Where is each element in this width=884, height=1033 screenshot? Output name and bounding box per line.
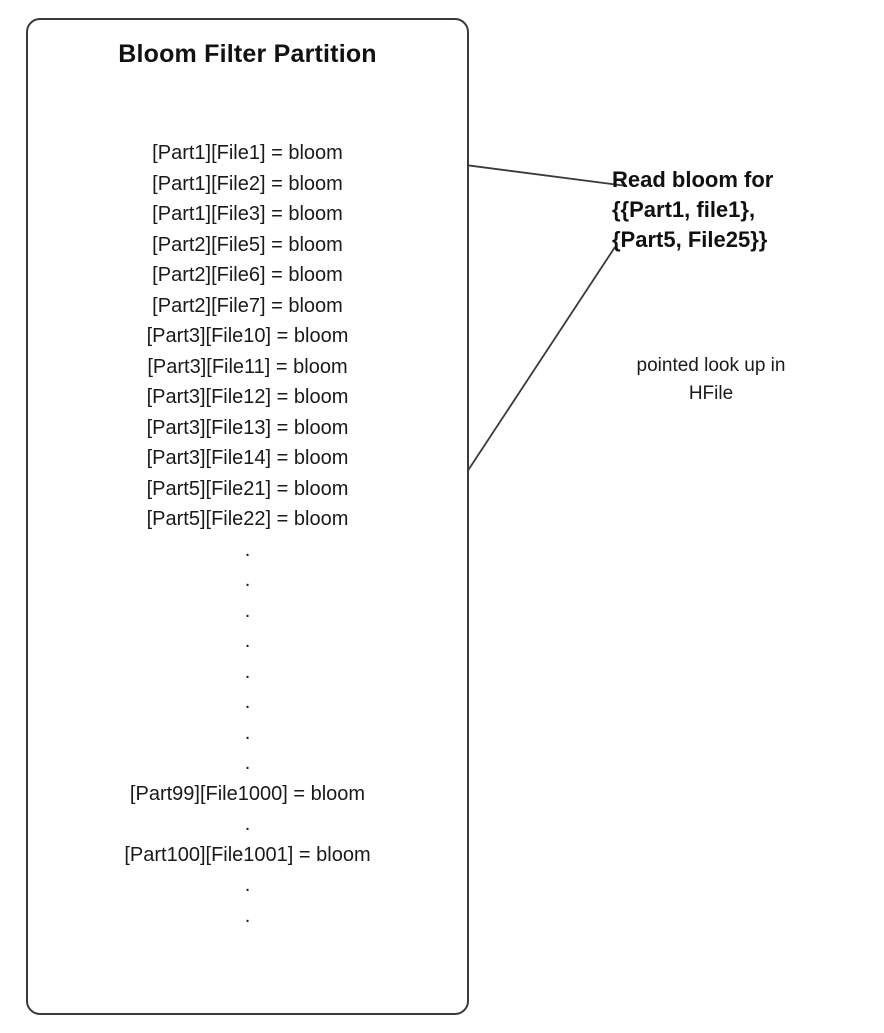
ellipsis-dot: .	[244, 569, 251, 591]
read-bloom-line-3: {Part5, File25}}	[612, 227, 768, 252]
ellipsis-dot: .	[244, 630, 251, 652]
ellipsis-dot: .	[244, 813, 251, 835]
ellipsis-dot: .	[244, 721, 251, 744]
list-item: [Part5][File22] = bloom	[146, 508, 349, 530]
list-item: [Part1][File2] = bloom	[152, 172, 343, 195]
list-item: [Part3][File14] = bloom	[146, 447, 349, 469]
list-item: [Part3][File10] = bloom	[146, 325, 349, 347]
list-item: [Part2][File7] = bloom	[152, 294, 343, 317]
pointed-lookup-annotation	[583, 352, 839, 408]
bloom-entry-list	[26, 138, 469, 931]
list-item: [Part3][File12] = bloom	[146, 386, 349, 408]
list-item: [Part3][File13] = bloom	[146, 416, 349, 439]
pointed-lookup-line-2: HFile	[688, 383, 734, 404]
ellipsis-dot: .	[244, 904, 251, 927]
list-item: [Part2][File5] = bloom	[152, 233, 343, 256]
ellipsis-dot: .	[244, 660, 251, 683]
pointed-lookup-line-1: pointed look up in	[636, 355, 786, 376]
read-bloom-line-2: {{Part1, file1},	[612, 197, 756, 222]
list-item: [Part2][File6] = bloom	[152, 264, 343, 286]
ellipsis-dot: .	[244, 874, 251, 896]
list-item-part100: [Part100][File1001] = bloom	[124, 843, 371, 866]
list-item: [Part1][File3] = bloom	[152, 203, 343, 225]
partition-title: Bloom Filter Partition	[118, 40, 377, 68]
ellipsis-dot: .	[244, 538, 251, 561]
ellipsis-dot: .	[244, 752, 251, 774]
ellipsis-dot: .	[244, 599, 251, 622]
ellipsis-dot: .	[244, 691, 251, 713]
read-bloom-line-1: Read bloom for	[612, 167, 774, 192]
list-item: [Part3][File11] = bloom	[147, 355, 348, 378]
read-bloom-annotation	[612, 165, 880, 255]
list-item: [Part5][File21] = bloom	[146, 477, 349, 500]
list-item: [Part1][File1] = bloom	[152, 142, 343, 164]
list-item-part99: [Part99][File1000] = bloom	[129, 782, 366, 805]
